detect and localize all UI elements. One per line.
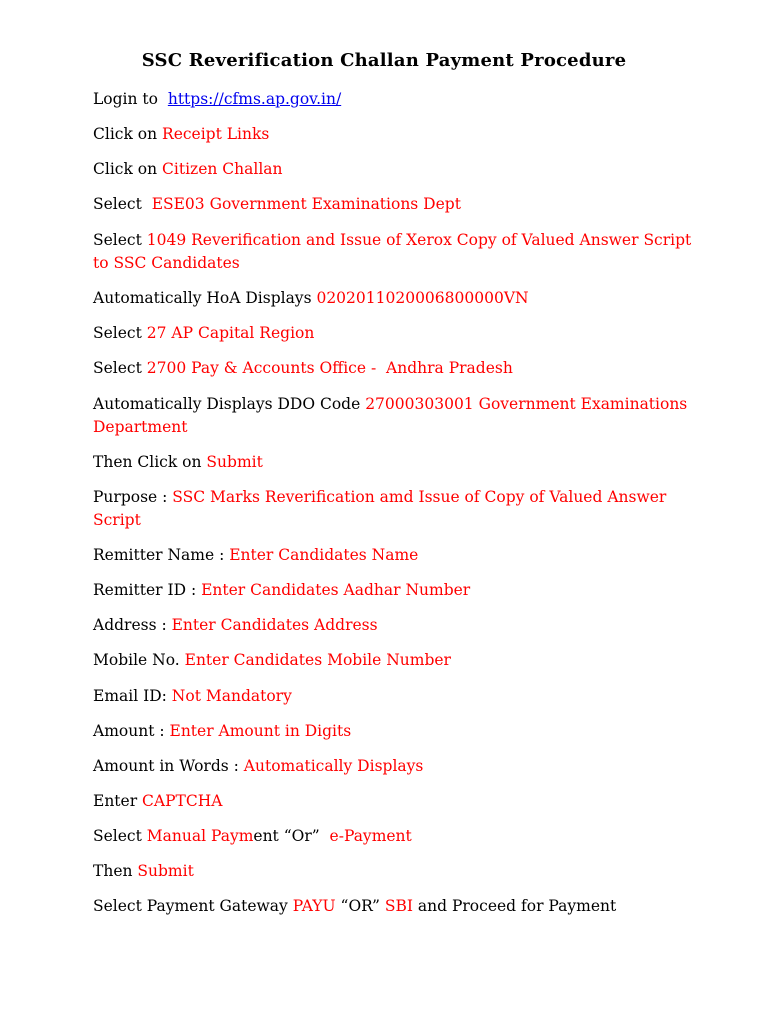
step-value: SSC Marks Reverification amd Issue of Copy of Valued Answer Script [93, 488, 672, 529]
step-value: 27000303001 Government Examinations Department [93, 395, 693, 436]
step-label-continued: “OR” [335, 897, 385, 915]
step-value: Enter Candidates Aadhar Number [201, 581, 471, 599]
step-label-tail: and Proceed for Payment [412, 897, 617, 915]
step-label: Enter [93, 792, 143, 810]
step-remitter-name [93, 544, 693, 567]
step-payment-mode [93, 825, 693, 848]
step-value: Enter Candidates Address [171, 616, 378, 634]
step-label: Email ID: [93, 687, 172, 705]
step-label: Remitter ID : [93, 581, 202, 599]
step-ddo-code [93, 393, 693, 439]
step-value: Submit [206, 453, 263, 471]
step-value: Submit [137, 862, 194, 880]
step-label: Login to [93, 90, 168, 108]
step-hoa-display [93, 287, 693, 310]
step-label: Select [93, 827, 147, 845]
step-value: Manual Paym [146, 827, 254, 845]
step-remitter-id [93, 579, 693, 602]
step-label: Amount : [93, 722, 170, 740]
step-label: Click on [93, 125, 163, 143]
step-label: Select [93, 359, 147, 377]
step-select-pao [93, 357, 693, 380]
step-label: Address : [93, 616, 172, 634]
step-amount-words [93, 755, 693, 778]
page-title: SSC Reverification Challan Payment Procedure [141, 50, 627, 71]
step-value: CAPTCHA [142, 792, 223, 810]
step-label: Amount in Words : [93, 757, 244, 775]
step-citizen-challan [93, 158, 693, 181]
step-value: PAYU [292, 897, 336, 915]
step-label-continued: ent “Or” [253, 827, 330, 845]
step-value-alt: SBI [384, 897, 413, 915]
step-label: Select [93, 195, 152, 213]
step-value: Enter Amount in Digits [169, 722, 352, 740]
step-label: Select [93, 324, 147, 342]
step-purpose [93, 486, 693, 532]
step-value: 27 AP Capital Region [146, 324, 315, 342]
step-select-region [93, 322, 693, 345]
step-payment-gateway [93, 895, 693, 918]
step-label: Purpose : [93, 488, 173, 506]
step-click-submit [93, 451, 693, 474]
step-login [93, 88, 693, 111]
step-then-submit [93, 860, 693, 883]
step-value: Not Mandatory [171, 687, 292, 705]
step-receipt-links [93, 123, 693, 146]
step-label: Select Payment Gateway [93, 897, 293, 915]
step-email [93, 685, 693, 708]
step-value: Enter Candidates Mobile Number [184, 651, 451, 669]
step-value: 0202011020006800000VN [316, 289, 529, 307]
step-label: Select [93, 231, 147, 249]
step-amount [93, 720, 693, 743]
step-value: 1049 Reverification and Issue of Xerox Copy of Valued Answer Script to SSC Candidates [93, 231, 697, 272]
step-address [93, 614, 693, 637]
step-select-department [93, 193, 693, 216]
step-label: Then Click on [93, 453, 207, 471]
step-label: Remitter Name : [93, 546, 230, 564]
step-label: Then [93, 862, 138, 880]
step-value: Citizen Challan [162, 160, 283, 178]
step-captcha [93, 790, 693, 813]
step-value: 2700 Pay & Accounts Office - Andhra Pradesh [146, 359, 513, 377]
step-label: Automatically Displays DDO Code [93, 395, 366, 413]
step-value: Enter Candidates Name [229, 546, 419, 564]
step-mobile [93, 649, 693, 672]
step-value: ESE03 Government Examinations Dept [151, 195, 461, 213]
step-value: Automatically Displays [243, 757, 424, 775]
step-select-service [93, 229, 697, 275]
step-value-alt: e-Payment [329, 827, 412, 845]
step-label: Mobile No. [93, 651, 185, 669]
step-value: Receipt Links [162, 125, 270, 143]
step-label: Automatically HoA Displays [93, 289, 317, 307]
step-label: Click on [93, 160, 163, 178]
cfms-link[interactable]: https://cfms.ap.gov.in/ [167, 90, 342, 108]
